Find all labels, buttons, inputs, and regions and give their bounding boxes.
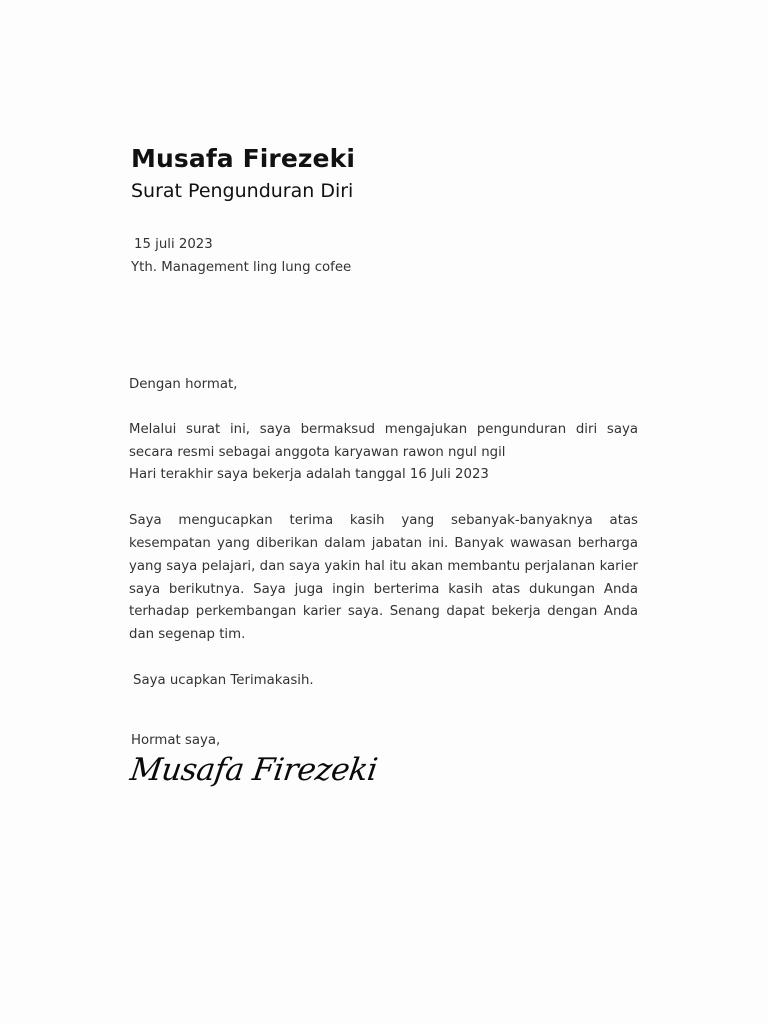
paragraph-last-day: Hari terakhir saya bekerja adalah tanggal 16 Juli 2023 [129, 467, 489, 483]
letter-date: 15 juli 2023 [134, 237, 213, 252]
letter-body [129, 374, 638, 693]
letter-header [131, 142, 631, 205]
paragraph-resignation [129, 419, 638, 487]
paragraph-gratitude: Saya mengucapkan terima kasih yang sebanyak-banyaknya atas kesempatan yang diberikan dalam jabatan ini. Banyak wawasan berharga yang saya pelajari, dan saya yakin hal itu akan membantu perjalanan karier saya berikutnya. Saya juga ingin berterima kasih atas dukungan Anda terhadap perkembangan karier saya. Senang dapat bekerja dengan Anda dan segenap tim. [129, 513, 638, 643]
handwritten-signature: Musafa Firezeki [128, 752, 380, 788]
paragraph-resignation-text: Melalui surat ini, saya bermaksud mengajukan pengunduran diri saya secara resmi sebagai anggota karyawan rawon ngul ngil [129, 421, 638, 460]
sender-name-heading: Musafa Firezeki [131, 144, 356, 173]
letter-meta [131, 233, 631, 279]
salutation: Dengan hormat, [129, 377, 238, 392]
thanks-line: Saya ucapkan Terimakasih. [133, 672, 314, 688]
closing-line: Hormat saya, [131, 733, 221, 748]
letter-recipient: Yth. Management ling lung cofee [131, 260, 352, 275]
letter-subject-heading: Surat Pengunduran Diri [131, 180, 354, 202]
